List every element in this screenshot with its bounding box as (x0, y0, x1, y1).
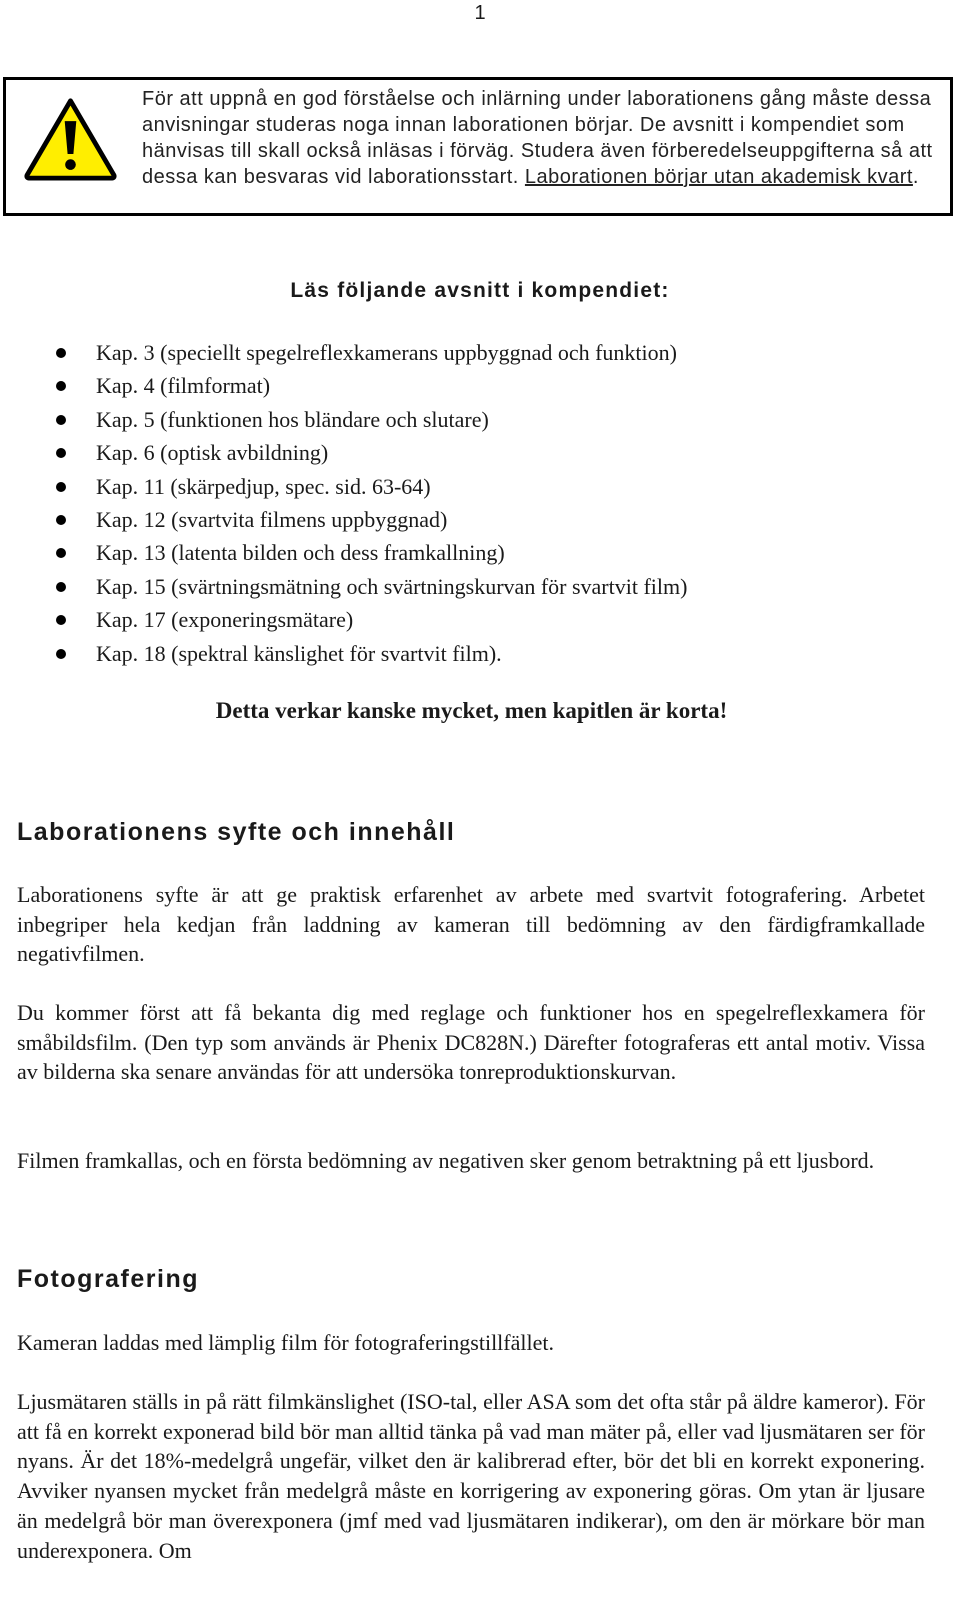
warning-box (3, 77, 953, 216)
page-number: 1 (474, 2, 486, 24)
chapter-list (56, 336, 687, 670)
bullet-icon (56, 482, 66, 492)
chapter-item-text: Kap. 12 (svartvita filmens uppbyggnad) (96, 506, 448, 532)
chapter-item (56, 503, 687, 536)
chapter-item-text: Kap. 3 (speciellt spegelreflexkamerans uppbyggnad och funktion) (96, 340, 677, 365)
chapter-item (56, 369, 687, 402)
chapter-item-text: Kap. 11 (skärpedjup, spec. sid. 63-64) (96, 473, 431, 499)
bullet-icon (56, 448, 66, 458)
paragraph: Laborationens syfte är att ge praktisk erfarenhet av arbete med svartvit fotografering. Arbetet inbegriper hela kedjan från laddning av kameran till bedömning av den färdigframkallade negativfilmen. (17, 882, 925, 967)
reading-heading: Läs följande avsnitt i kompendiet: (290, 279, 670, 302)
bullet-icon (56, 649, 66, 659)
chapter-item-text: Kap. 5 (funktionen hos bländare och slutare) (96, 406, 489, 432)
paragraph: Filmen framkallas, och en första bedömning av negativen sker genom betraktning på ett ljusbord. (17, 1148, 875, 1173)
warning-text-body: För att uppnå en god förståelse och inlärning under laborationens gång måste dessa anvisningar studeras noga innan laborationen börjar. De avsnitt i kompendiet som hänvisas till skall också inläsas i förväg. Studera även förberedelseuppgifterna så att dessa kan besvaras vid laborationsstart. (142, 88, 933, 188)
chapter-item (56, 603, 687, 636)
bullet-icon (56, 381, 66, 391)
chapter-item (56, 336, 687, 369)
bullet-icon (56, 348, 66, 358)
chapter-item (56, 470, 687, 503)
paragraph: Du kommer först att få bekanta dig med reglage och funktioner hos en spegelreflexkamera för småbildsfilm. (Den typ som används är Phenix DC828N.) Därefter fotograferas ett antal motiv. Vissa av bilderna ska senare användas för att undersöka tonreproduktionskurvan. (17, 1000, 925, 1085)
chapter-item-text: Kap. 15 (svärtningsmätning och svärtningskurvan för svartvit film) (96, 573, 688, 599)
warning-text (142, 86, 942, 190)
chapter-item (56, 403, 687, 436)
warning-text-end: . (912, 166, 919, 188)
bullet-icon (56, 548, 66, 558)
emphasis-note: Detta verkar kanske mycket, men kapitlen är korta! (215, 698, 728, 723)
paragraph: Ljusmätaren ställs in på rätt filmkänslighet (ISO-tal, eller ASA som det ofta står på äldre kameror). För att få en korrekt exponerad bild bör man alltid tänka på vad man mäter på, eller vad ljusmätaren ser för nyans. Är det 18%-medelgrå ungefär, vilket den är kalibrerad efter, bör det bli en korrekt exponering. Avviker nyansen mycket från medelgrå måste en korrigering av exponering göras. Om ytan är ljusare än medelgrå bör man överexponera (jmf med vad ljusmätaren indikerar), om den är mörkare bör man underexponera. Om (17, 1389, 925, 1563)
section-heading-purpose: Laborationens syfte och innehåll (17, 818, 456, 846)
chapter-item-text: Kap. 4 (filmformat) (96, 373, 271, 399)
chapter-item (56, 436, 687, 469)
bullet-icon (56, 582, 66, 592)
chapter-item-text: Kap. 18 (spektral känslighet för svartvit film). (96, 640, 502, 666)
chapter-item (56, 570, 687, 603)
paragraph: Kameran laddas med lämplig film för fotograferingstillfället. (17, 1330, 554, 1355)
section-heading-photography: Fotografering (17, 1265, 199, 1293)
chapter-item-text: Kap. 17 (exponeringsmätare) (96, 607, 354, 633)
chapter-item-text: Kap. 6 (optisk avbildning) (96, 440, 329, 466)
chapter-item (56, 637, 687, 670)
chapter-item (56, 536, 687, 569)
warning-start-note: Laborationen börjar utan akademisk kvart (524, 166, 913, 188)
bullet-icon (56, 415, 66, 425)
bullet-icon (56, 515, 66, 525)
bullet-icon (56, 615, 66, 625)
warning-icon (22, 96, 119, 181)
chapter-item-text: Kap. 13 (latenta bilden och dess framkallning) (96, 540, 505, 566)
